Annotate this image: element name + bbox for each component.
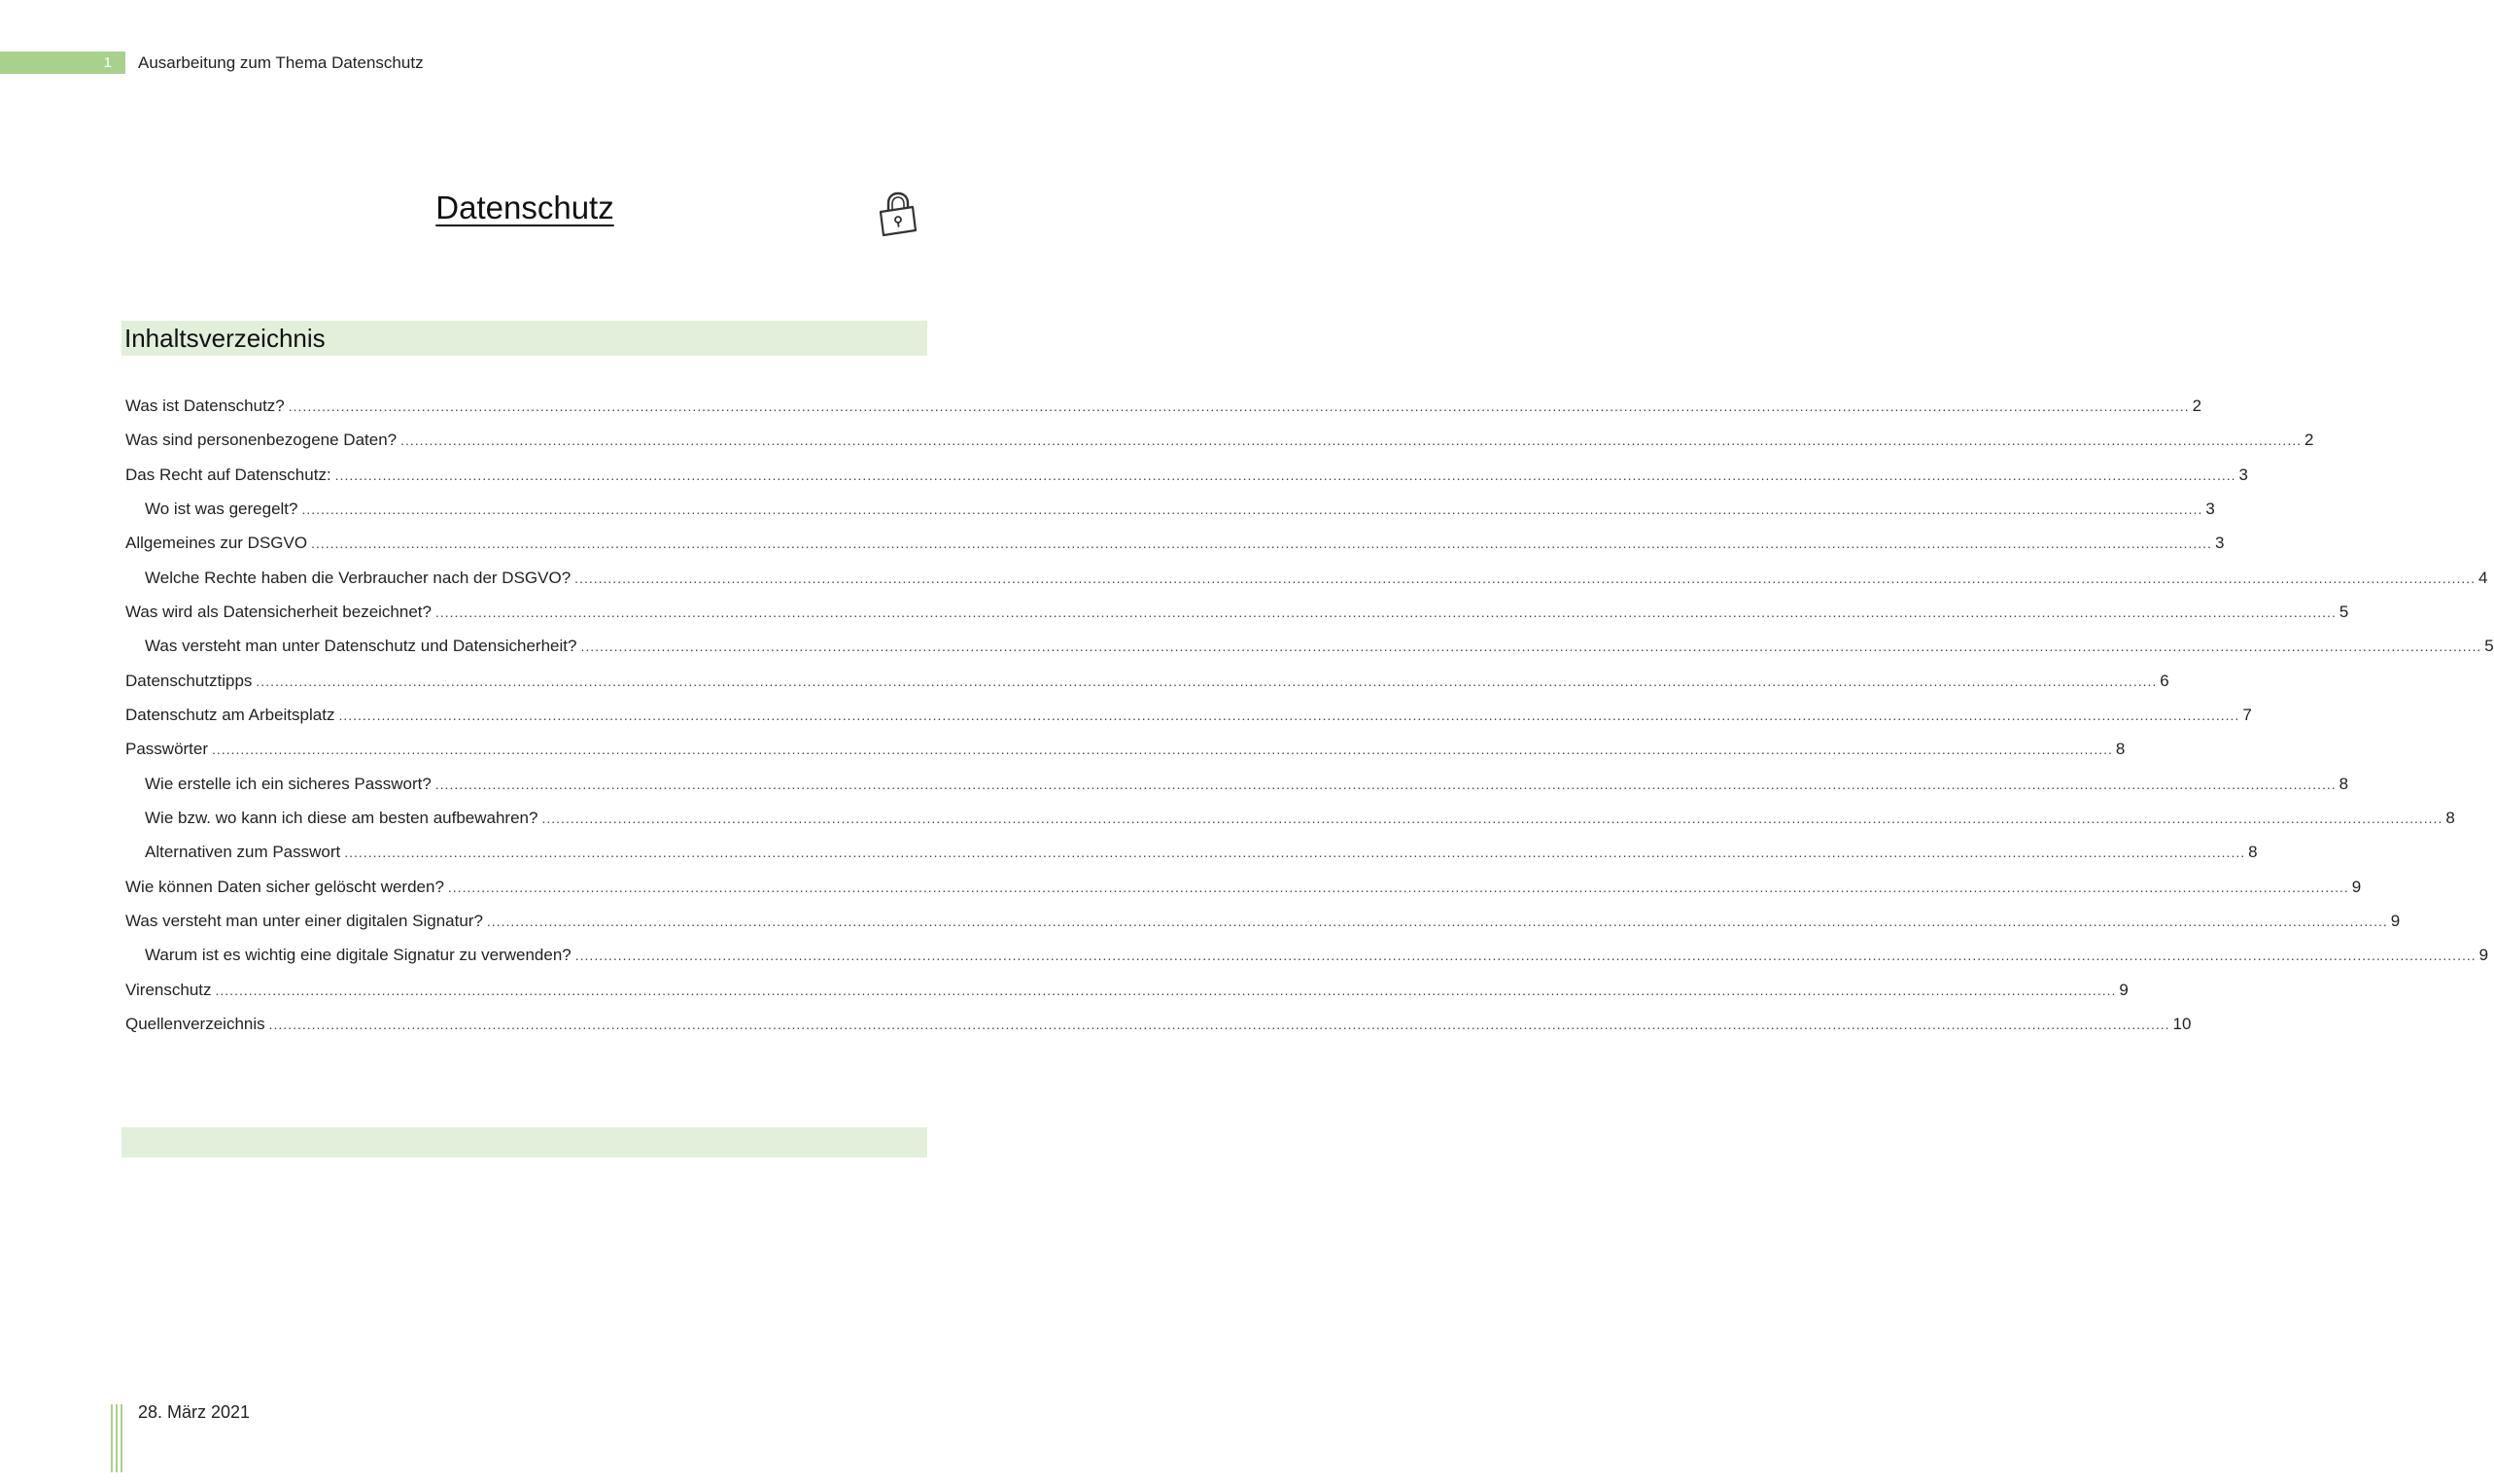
toc-entry-label: Wie erstelle ich ein sicheres Passwort?: [145, 774, 432, 793]
toc-entry-label: Was ist Datenschutz?: [125, 397, 285, 415]
toc-dot-leader: ................................................................................................................................................................................................................................................................................................................................................................................................................: [541, 810, 2443, 826]
toc-entry[interactable]: [125, 909, 2401, 943]
toc-entry[interactable]: [125, 806, 2455, 840]
toc-entry-label: Alternativen zum Passwort: [145, 843, 341, 862]
toc-entry[interactable]: [125, 737, 2126, 771]
footer-decoration-lines: [111, 1404, 124, 1472]
toc-dot-leader: ................................................................................................................................................................................................................................................................................................................................................................................................................: [344, 845, 2246, 861]
toc-entry-label: Was versteht man unter Datenschutz und Datensicherheit?: [145, 637, 577, 656]
header-title: Ausarbeitung zum Thema Datenschutz: [138, 53, 424, 72]
toc-entry-page: 6: [2160, 671, 2169, 690]
toc-entry-page: 3: [2214, 534, 2225, 553]
toc-dot-leader: ................................................................................................................................................................................................................................................................................................................................................................................................................: [212, 742, 2113, 758]
toc-entry[interactable]: [125, 428, 2314, 462]
toc-entry[interactable]: [125, 1012, 2192, 1046]
toc-entry-page: 8: [2115, 740, 2126, 759]
padlock-icon: [876, 190, 918, 237]
toc-dot-leader: ................................................................................................................................................................................................................................................................................................................................................................................................................: [301, 500, 2203, 517]
toc-entry[interactable]: [125, 463, 2248, 497]
toc-entry[interactable]: [125, 634, 2494, 668]
toc-entry-page: 2: [2192, 397, 2202, 415]
toc-entry[interactable]: [125, 772, 2349, 806]
toc-dot-leader: ................................................................................................................................................................................................................................................................................................................................................................................................................: [447, 879, 2349, 895]
toc-dot-leader: ................................................................................................................................................................................................................................................................................................................................................................................................................: [434, 776, 2337, 792]
toc-entry[interactable]: [125, 840, 2258, 874]
toc-entry-label: Wie bzw. wo kann ich diese am besten aufbewahren?: [145, 808, 538, 827]
toc-entry-page: 8: [2248, 843, 2258, 862]
toc-entry-label: Was sind personenbezogene Daten?: [125, 431, 398, 450]
toc-entry-page: 4: [2478, 568, 2488, 587]
toc-dot-leader: ................................................................................................................................................................................................................................................................................................................................................................................................................: [256, 673, 2158, 689]
toc-entry[interactable]: [125, 531, 2225, 565]
toc-entry-page: 9: [2390, 911, 2401, 930]
toc-entry-page: 5: [2484, 637, 2494, 656]
toc-entry-page: 9: [2478, 946, 2489, 965]
toc-entry[interactable]: [125, 978, 2129, 1012]
toc-dot-leader: ................................................................................................................................................................................................................................................................................................................................................................................................................: [486, 913, 2388, 929]
footer-date: 28. März 2021: [138, 1402, 251, 1422]
toc-entry-label: Quellenverzeichnis: [125, 1014, 265, 1033]
toc-entry-page: 9: [2351, 877, 2362, 896]
toc-entry-label: Passwörter: [125, 740, 209, 759]
toc-entry-page: 8: [2445, 808, 2455, 827]
toc-dot-leader: ................................................................................................................................................................................................................................................................................................................................................................................................................: [311, 535, 2212, 552]
toc-entry-page: 3: [2205, 499, 2215, 518]
toc-dot-leader: ................................................................................................................................................................................................................................................................................................................................................................................................................: [574, 948, 2477, 964]
toc-entry[interactable]: [125, 669, 2169, 703]
toc-dot-leader: ................................................................................................................................................................................................................................................................................................................................................................................................................: [338, 707, 2240, 723]
toc-dot-leader: ................................................................................................................................................................................................................................................................................................................................................................................................................: [215, 982, 2117, 998]
toc-dot-leader: ................................................................................................................................................................................................................................................................................................................................................................................................................: [400, 432, 2302, 449]
toc-entry-page: 8: [2338, 774, 2349, 793]
toc-dot-leader: ................................................................................................................................................................................................................................................................................................................................................................................................................: [434, 604, 2337, 620]
header-page-number: 1: [0, 52, 125, 74]
toc-dot-leader: ................................................................................................................................................................................................................................................................................................................................................................................................................: [268, 1016, 2170, 1032]
toc-entry[interactable]: [125, 600, 2349, 634]
toc-entry-page: 10: [2172, 1014, 2192, 1033]
toc-entry-label: Datenschutz am Arbeitsplatz: [125, 705, 335, 724]
toc-entry-label: Was wird als Datensicherheit bezeichnet?: [125, 602, 432, 621]
toc-heading: Inhaltsverzeichnis: [124, 324, 326, 353]
footer-band: [121, 1127, 927, 1157]
toc-heading-bar: [121, 321, 927, 356]
toc-entry[interactable]: [125, 497, 2215, 531]
toc-entry[interactable]: [125, 875, 2362, 909]
toc-dot-leader: ................................................................................................................................................................................................................................................................................................................................................................................................................: [574, 569, 2477, 586]
toc-entry[interactable]: [125, 566, 2488, 600]
toc-entry[interactable]: [125, 943, 2489, 977]
toc-entry-page: 2: [2303, 431, 2314, 450]
table-of-contents: [125, 394, 2494, 1046]
page-title: Datenschutz: [435, 190, 614, 225]
toc-entry-page: 7: [2242, 705, 2252, 724]
toc-dot-leader: ................................................................................................................................................................................................................................................................................................................................................................................................................: [334, 466, 2236, 483]
toc-entry-label: Wie können Daten sicher gelöscht werden?: [125, 877, 444, 896]
toc-entry-label: Das Recht auf Datenschutz:: [125, 465, 331, 484]
toc-entry-label: Warum ist es wichtig eine digitale Signatur zu verwenden?: [145, 946, 572, 965]
toc-entry-label: Was versteht man unter einer digitalen Signatur?: [125, 911, 483, 930]
toc-entry-label: Virenschutz: [125, 980, 212, 999]
toc-entry-label: Wo ist was geregelt?: [145, 499, 298, 518]
toc-entry-label: Allgemeines zur DSGVO: [125, 534, 308, 553]
toc-entry-page: 5: [2338, 602, 2349, 621]
toc-entry[interactable]: [125, 394, 2202, 428]
toc-entry-page: 9: [2119, 980, 2129, 999]
toc-entry-label: Welche Rechte haben die Verbraucher nach der DSGVO?: [145, 568, 572, 587]
toc-dot-leader: ................................................................................................................................................................................................................................................................................................................................................................................................................: [580, 638, 2482, 655]
toc-entry-page: 3: [2238, 465, 2248, 484]
toc-entry-label: Datenschutztipps: [125, 671, 253, 690]
toc-entry[interactable]: [125, 703, 2252, 737]
toc-dot-leader: ................................................................................................................................................................................................................................................................................................................................................................................................................: [288, 398, 2190, 414]
